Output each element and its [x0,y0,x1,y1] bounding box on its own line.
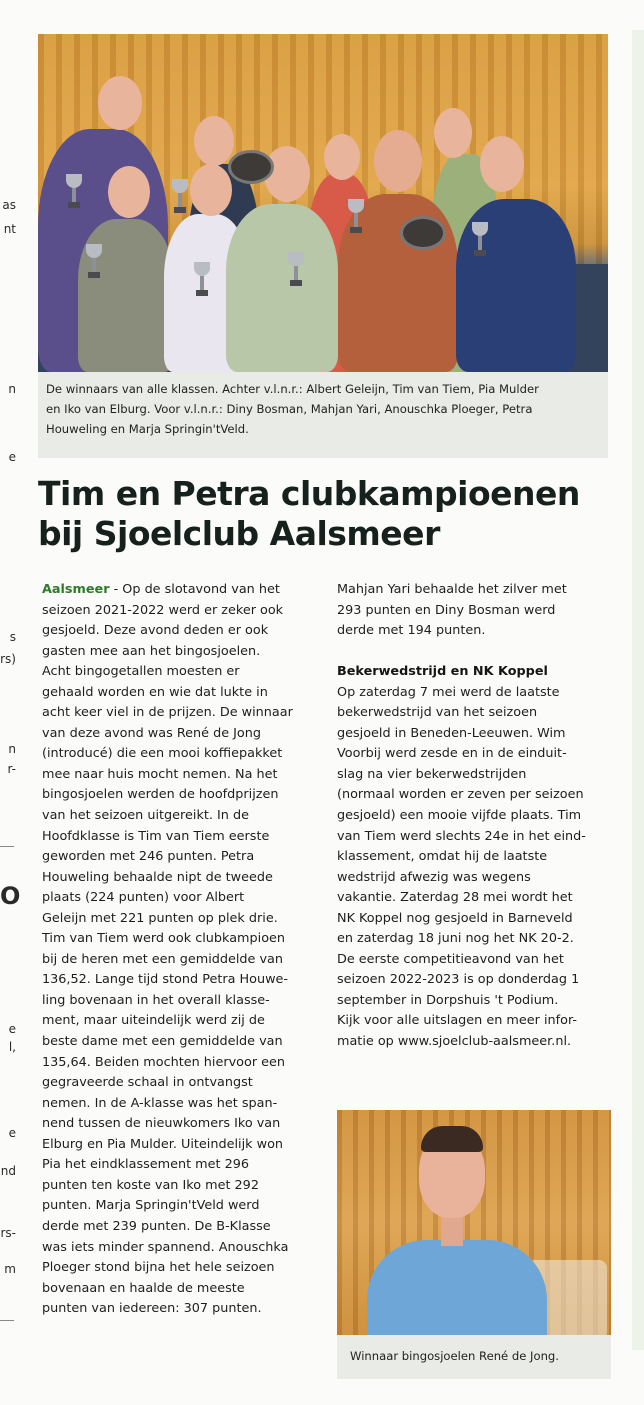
article-line: nemen. In de A-klasse was het span- [42,1095,278,1111]
article-line: (introducé) die een mooi koffiepakket [42,746,283,762]
article-line: 135,64. Beiden mochten hiervoor een [42,1054,286,1070]
article-line: Voorbij werd zesde en in de einduit- [337,746,567,762]
article-line: punten ten koste van Iko met 292 [42,1177,259,1193]
article-line: beste dame met een gemiddelde van [42,1034,283,1050]
bleed-fragment: rs- [0,1226,16,1240]
article-line: Acht bingogetallen moesten er [42,664,240,680]
article-line: Tim van Tiem werd ook clubkampioen [42,931,286,947]
article-line: was iets minder spannend. Anouschka [42,1239,289,1255]
bleed-fragment: nt [3,222,16,236]
bleed-fragment: rs) [0,652,16,666]
trophy-icon [172,179,188,213]
engraved-plate-icon [228,150,274,184]
article-line: Pia het eindklassement met 296 [42,1157,250,1173]
head-pia [324,134,360,180]
article-line: vakantie. Zaterdag 28 mei wordt het [337,890,573,906]
article-line: seizoen 2021-2022 werd er zeker ook [42,602,284,618]
photo-caption-winners [38,372,608,458]
bingo-winner-photo [337,1110,611,1335]
article-line: (normaal worden er zeven per seizoen [337,787,584,803]
person-diny [78,219,174,372]
photo-caption-bingo-winner: Winnaar bingosjoelen René de Jong. [337,1335,611,1379]
trophy-icon [194,262,210,296]
bleed-fragment: e [8,1022,16,1036]
bleed-fragment: r- [7,762,16,776]
article-line: seizoen 2022-2023 is op donderdag 1 [337,972,580,988]
bleed-fragment: m [4,1262,16,1276]
article-line: gasten mee aan het bingosjoelen. [42,643,261,659]
article-column-right [337,580,612,1053]
caption-line: De winnaars van alle klassen. Achter v.l.n.r.: Albert Geleijn, Tim van Tiem, Pia Mulder [46,382,539,396]
caption-line: Houweling en Marja Springin'tVeld. [46,422,249,436]
article-line: 293 punten en Diny Bosman werd [337,602,556,618]
article-lead-word: Aalsmeer [42,582,110,597]
person-anouschka [226,204,338,372]
article-column-left [42,580,327,1320]
winner-hair [421,1126,483,1152]
article-line: gehaald worden en wie dat lukte in [42,684,268,700]
article-line: gesjoeld in Beneden-Leeuwen. Wim [337,725,566,741]
article-line: bingosjoelen werden de hoofdprijzen [42,787,279,803]
article-line: Mahjan Yari behaalde het zilver met [337,582,567,597]
bleed-fragment: n [8,382,16,396]
article-line: derde met 194 punten. [337,623,486,639]
article-line: plaats (224 punten) voor Albert [42,890,245,906]
article-line: bovenaan en haalde de meeste [42,1280,245,1296]
article-line: derde met 239 punten. De B-Klasse [42,1218,271,1234]
article-line: en zaterdag 18 juni nog het NK 20-2. [337,931,574,947]
article-line: De eerste competitieavond van het [337,951,564,967]
article-line: Ploeger stond bijna het hele seizoen [42,1260,275,1276]
article-line: gesjoeld. Deze avond deden er ook [42,623,269,639]
caption-line: en Iko van Elburg. Voor v.l.n.r.: Diny Bosman, Mahjan Yari, Anouschka Ploeger, Petra [46,402,533,416]
head-tim [194,116,234,166]
winners-group-photo [38,34,608,372]
article-line: punten. Marja Springin'tVeld werd [42,1198,260,1214]
head-iko [434,108,472,158]
article-line: gesjoeld) een mooie vijfde plaats. Tim [337,808,582,824]
trophy-icon [288,252,304,286]
bleed-fragment: e [8,1126,16,1140]
bleed-fragment: s [9,630,16,644]
trophy-icon [472,222,488,256]
article-line: ling bovenaan in het overall klasse- [42,992,270,1008]
bleed-fragment: O [0,882,21,910]
article-line: 136,52. Lange tijd stond Petra Houwe- [42,972,289,988]
winner-shirt [367,1240,547,1350]
article-line: van deze avond was René de Jong [42,725,261,741]
article-line: NK Koppel nog gesjoeld in Barneveld [337,910,573,926]
head-petra [374,130,422,192]
article-line: ment, maar uiteindelijk werd zij de [42,1013,265,1029]
trophy-icon [348,199,364,233]
bleed-fragment: n [8,742,16,756]
section-subheading: Bekerwedstrijd en NK Koppel [337,664,548,680]
headline-line: Tim en Petra clubkampioenen [38,474,580,513]
article-line: van het seizoen uitgereikt. In de [42,808,249,824]
article-line: slag na vier bekerwedstrijden [337,766,527,782]
article-line: Geleijn met 221 punten op plek drie. [42,910,278,926]
bleed-fragment: as [2,198,16,212]
head-marja [480,136,524,192]
article-line: Elburg en Pia Mulder. Uiteindelijk won [42,1136,284,1152]
column-rule [0,1320,14,1321]
next-page-edge [632,30,644,1350]
article-line: gegraveerde schaal in ontvangst [42,1075,253,1091]
article-line: bekerwedstrijd van het seizoen [337,705,538,721]
article-line: van Tiem werd slechts 24e in het eind- [337,828,586,844]
head-albert [98,76,142,130]
headline-line: bij Sjoelclub Aalsmeer [38,514,440,553]
article-line: Houweling behaalde nipt de tweede [42,869,273,885]
previous-page-edge [0,0,21,1405]
article-line: Hoofdklasse is Tim van Tiem eerste [42,828,270,844]
article-line: mee naar huis mocht nemen. Na het [42,766,278,782]
column-rule [0,846,14,847]
engraved-plate-icon [400,216,446,250]
article-line: september in Dorpshuis 't Podium. [337,992,559,1008]
article-line: Op zaterdag 7 mei werd de laatste [337,684,560,700]
article-line: punten van iedereen: 307 punten. [42,1301,262,1317]
trophy-icon [66,174,82,208]
bleed-fragment: nd [0,1164,16,1178]
bleed-fragment: e [8,450,16,464]
article-line: acht keer viel in de prijzen. De winnaar [42,705,293,721]
article-line: geworden met 246 punten. Petra [42,849,255,865]
paragraph-gap [337,642,612,663]
bleed-fragment: l, [8,1040,16,1054]
article-line: klassement, omdat hij de laatste [337,849,548,865]
head-diny [108,166,150,218]
article-line: wedstrijd afwezig was wegens [337,869,531,885]
article-headline [38,474,618,554]
article-line: bij de heren met een gemiddelde van [42,951,284,967]
article-line: nend tussen de nieuwkomers Iko van [42,1116,281,1132]
trophy-icon [86,244,102,278]
article-line: Kijk voor alle uitslagen en meer infor- [337,1013,578,1029]
article-first-line: Aalsmeer - Op de slotavond van het [42,582,280,597]
head-mahjan [190,164,232,216]
article-line: matie op www.sjoelclub-aalsmeer.nl. [337,1034,572,1050]
